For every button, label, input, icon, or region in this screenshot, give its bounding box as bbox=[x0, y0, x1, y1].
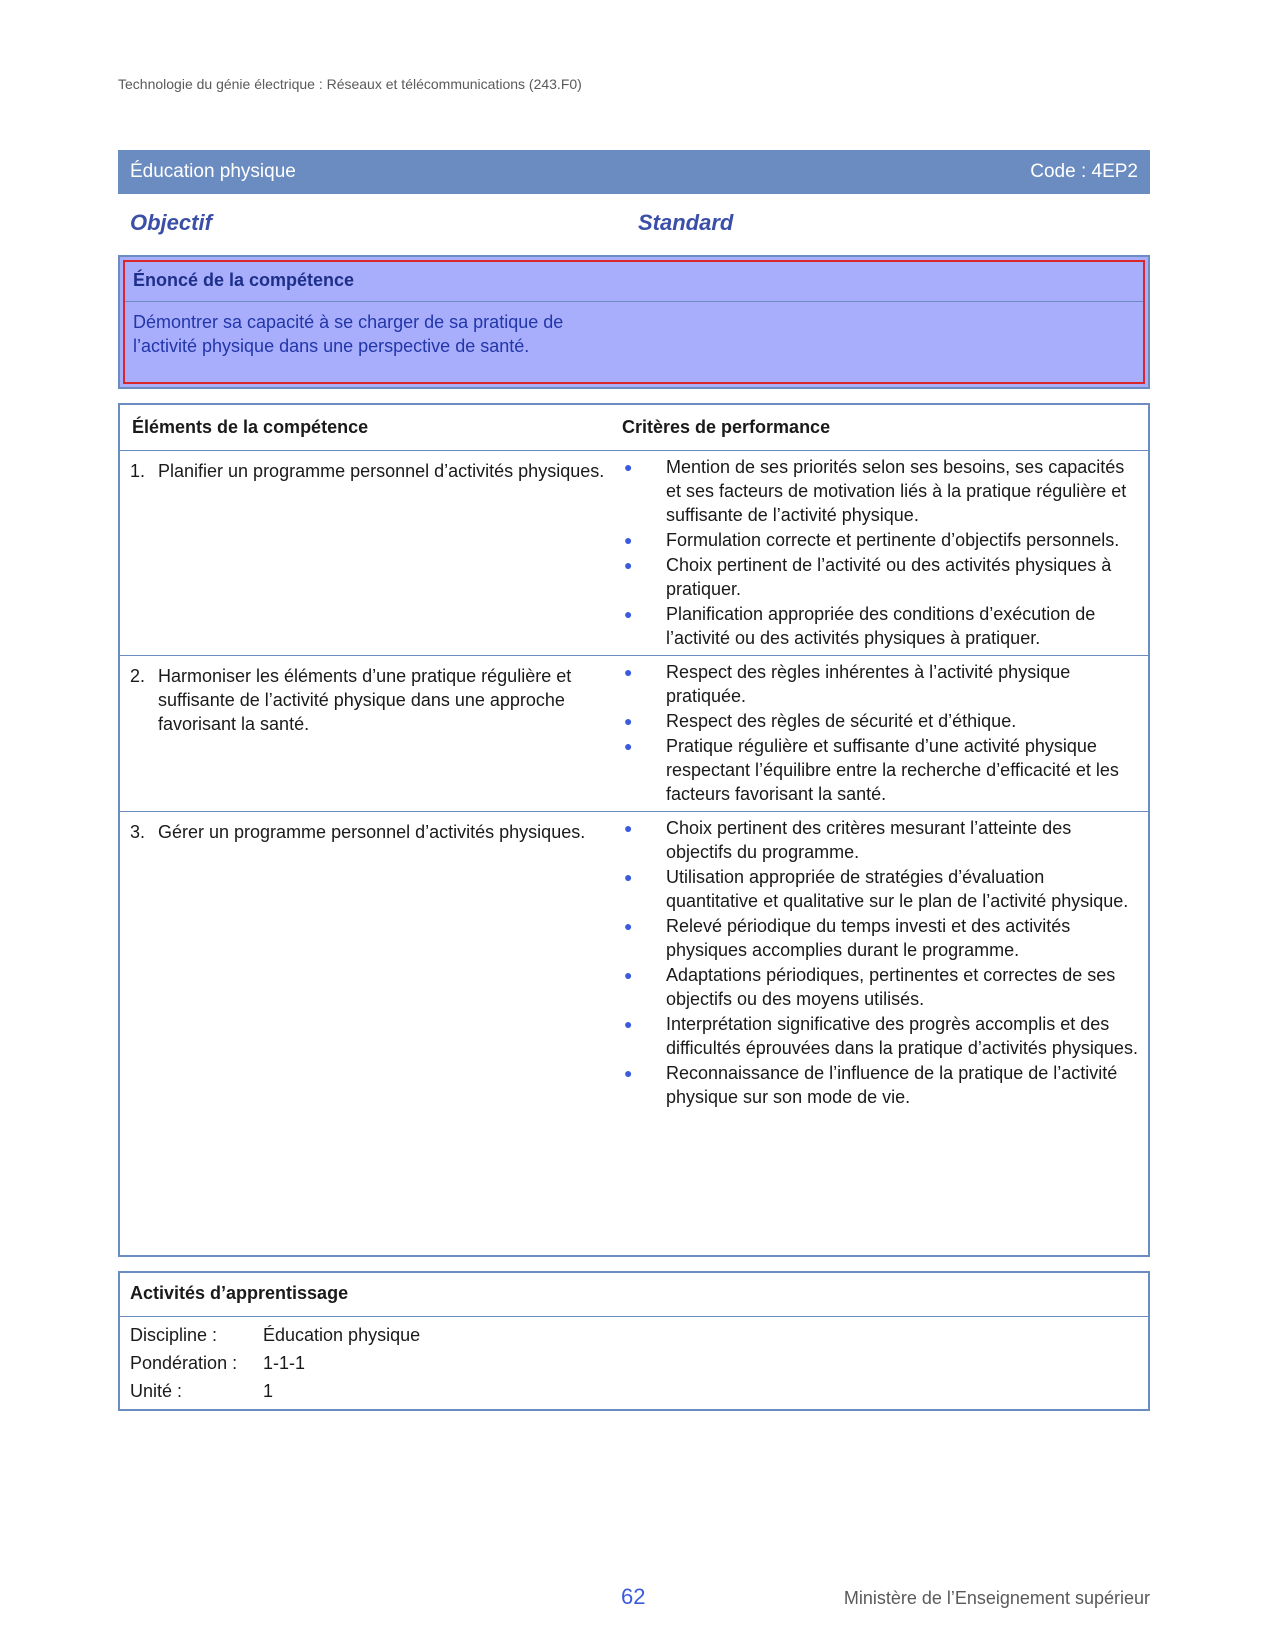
objectif-label: Objectif bbox=[130, 210, 212, 235]
course-code: Code : 4EP2 bbox=[1030, 161, 1138, 182]
activity-label: Unité : bbox=[130, 1381, 183, 1401]
activity-value: 1 bbox=[263, 1381, 274, 1401]
element-text: Planifier un programme personnel d’activités physiques. bbox=[158, 461, 605, 481]
criterion-text: Interprétation significative des progrès accomplis et des difficultés éprouvées dans la pratique d’activités physiques. bbox=[666, 1014, 1138, 1058]
footer-ministry: Ministère de l’Enseignement supérieur bbox=[843, 1588, 1150, 1608]
criterion-text: Planification appropriée des conditions d’exécution de l’activité ou des activités physiques à pratiquer. bbox=[666, 604, 1096, 648]
criterion-text: Choix pertinent des critères mesurant l’atteinte des objectifs du programme. bbox=[666, 818, 1072, 862]
criterion-text: Respect des règles inhérentes à l’activité physique pratiquée. bbox=[666, 662, 1071, 706]
element-text: Gérer un programme personnel d’activités physiques. bbox=[158, 822, 586, 842]
criterion-item bbox=[622, 660, 1140, 708]
criteria-cell bbox=[622, 656, 1148, 811]
element-text: Harmoniser les éléments d’une pratique régulière et suffisante de l’activité physique dans une approche favorisant la santé. bbox=[158, 666, 572, 734]
criterion-item bbox=[622, 914, 1140, 962]
criterion-item bbox=[622, 1061, 1140, 1109]
bullet-dot-icon: ● bbox=[624, 606, 633, 622]
activities-box bbox=[118, 1271, 1150, 1411]
bullet-dot-icon: ● bbox=[624, 1016, 633, 1032]
criterion-text: Utilisation appropriée de stratégies d’évaluation quantitative et qualitative sur le plan de l’activité physique. bbox=[666, 867, 1129, 911]
bullet-dot-icon: ● bbox=[624, 532, 633, 548]
activity-line-ponderation bbox=[130, 1349, 1138, 1377]
criterion-item bbox=[622, 455, 1140, 527]
elements-table bbox=[118, 403, 1150, 1257]
activity-value: 1-1-1 bbox=[263, 1353, 306, 1373]
criterion-text: Respect des règles de sécurité et d’éthique. bbox=[666, 711, 1017, 731]
criterion-text: Relevé périodique du temps investi et des activités physiques accomplies durant le programme. bbox=[666, 916, 1071, 960]
criterion-item bbox=[622, 963, 1140, 1011]
criterion-item bbox=[622, 816, 1140, 864]
activity-line-discipline bbox=[130, 1321, 1138, 1349]
activities-heading: Activités d’apprentissage bbox=[120, 1273, 1148, 1317]
bullet-dot-icon: ● bbox=[624, 738, 633, 754]
criterion-item bbox=[622, 528, 1140, 552]
element-number: 3. bbox=[130, 822, 146, 842]
bullet-dot-icon: ● bbox=[624, 713, 633, 729]
bullet-dot-icon: ● bbox=[624, 459, 633, 475]
elements-table-header bbox=[120, 405, 1148, 451]
bullet-dot-icon: ● bbox=[624, 820, 633, 836]
criterion-item bbox=[622, 734, 1140, 806]
bullet-dot-icon: ● bbox=[624, 1065, 633, 1081]
bullet-dot-icon: ● bbox=[624, 869, 633, 885]
criterion-item bbox=[622, 865, 1140, 913]
bullet-dot-icon: ● bbox=[624, 918, 633, 934]
criteria-heading: Critères de performance bbox=[622, 417, 831, 437]
competence-heading: Énoncé de la compétence bbox=[125, 262, 1143, 302]
competence-highlight bbox=[123, 260, 1145, 384]
elements-heading: Éléments de la compétence bbox=[132, 417, 369, 437]
activity-value: Éducation physique bbox=[263, 1325, 421, 1345]
bullet-dot-icon: ● bbox=[624, 557, 633, 573]
criterion-text: Formulation correcte et pertinente d’objectifs personnels. bbox=[666, 530, 1120, 550]
elements-rows bbox=[120, 451, 1148, 1114]
activity-line-unite bbox=[130, 1377, 1138, 1405]
element-row bbox=[120, 812, 1148, 1114]
criterion-text: Mention de ses priorités selon ses besoins, ses capacités et ses facteurs de motivation liés à la pratique régulière et suffisante de l’activité physique. bbox=[666, 457, 1127, 525]
course-bar bbox=[118, 150, 1150, 194]
bullet-dot-icon: ● bbox=[624, 664, 633, 680]
criterion-text: Pratique régulière et suffisante d’une activité physique respectant l’équilibre entre la recherche d’efficacité et les facteurs favorisant la santé. bbox=[666, 736, 1119, 804]
standard-label: Standard bbox=[638, 210, 734, 235]
activities-body bbox=[120, 1317, 1148, 1409]
criterion-text: Adaptations périodiques, pertinentes et correctes de ses objectifs ou des moyens utilisés. bbox=[666, 965, 1116, 1009]
criterion-item bbox=[622, 1012, 1140, 1060]
criteria-cell bbox=[622, 812, 1148, 1114]
element-number: 1. bbox=[130, 461, 146, 481]
criterion-item bbox=[622, 709, 1140, 733]
criteria-cell bbox=[622, 451, 1148, 655]
activity-label: Pondération : bbox=[130, 1353, 238, 1373]
criterion-text: Choix pertinent de l’activité ou des activités physiques à pratiquer. bbox=[666, 555, 1112, 599]
course-title: Éducation physique bbox=[130, 161, 296, 182]
element-cell bbox=[120, 812, 622, 1114]
activity-label: Discipline : bbox=[130, 1325, 218, 1345]
running-header: Technologie du génie électrique : Réseaux et télécommunications (243.F0) bbox=[118, 76, 582, 92]
element-number: 2. bbox=[130, 666, 146, 686]
bullet-dot-icon: ● bbox=[624, 967, 633, 983]
criterion-text: Reconnaissance de l’influence de la pratique de l’activité physique sur son mode de vie. bbox=[666, 1063, 1118, 1107]
element-row bbox=[120, 656, 1148, 812]
criterion-item bbox=[622, 553, 1140, 601]
page-number: 62 bbox=[621, 1584, 646, 1609]
element-cell bbox=[120, 451, 622, 655]
competence-box bbox=[118, 255, 1150, 389]
competence-text: Démontrer sa capacité à se charger de sa pratique de l’activité physique dans une perspective de santé. bbox=[133, 312, 564, 356]
element-row bbox=[120, 451, 1148, 656]
criterion-item bbox=[622, 602, 1140, 650]
element-cell bbox=[120, 656, 622, 811]
